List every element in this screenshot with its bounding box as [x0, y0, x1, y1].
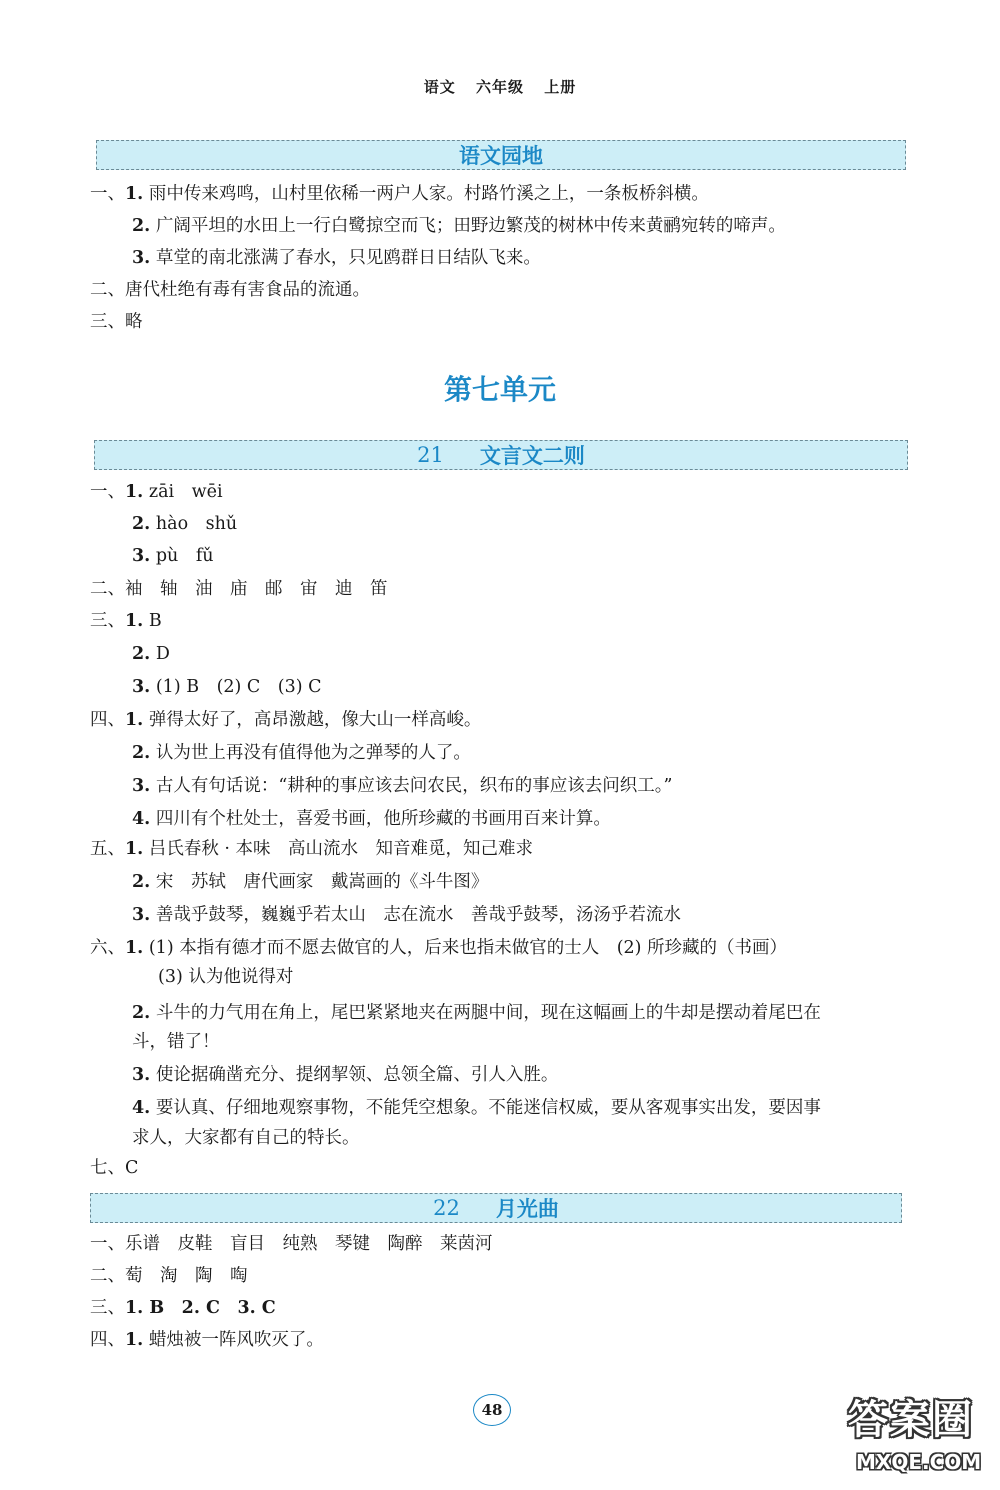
answer-line: 3. pù fǔ [132, 546, 214, 566]
section-banner-yuwen [96, 140, 906, 170]
answer-line: 四、1. 蜡烛被一阵风吹灭了。 [90, 1330, 324, 1350]
section-title: 月光曲 [495, 1196, 559, 1221]
page-header [0, 76, 1000, 97]
section-banner-21 [94, 440, 908, 470]
answer-line: 2. hào shǔ [132, 514, 238, 534]
answer-line: 三、略 [90, 312, 143, 332]
answer-line: 七、C [90, 1158, 139, 1178]
page-number: 48 [473, 1394, 511, 1426]
answer-line: 2. 宋 苏轼 唐代画家 戴嵩画的《斗牛图》 [132, 872, 489, 892]
answer-line: 2. D [132, 644, 170, 664]
answer-line: 斗，错了！ [132, 1032, 220, 1052]
unit-title: 第七单元 [443, 373, 556, 406]
watermark-text: 答案圈 [848, 1397, 974, 1443]
header-subject: 语文 [423, 78, 456, 96]
answer-line: 3. 使论据确凿充分、提纲挈领、总领全篇、引人入胜。 [132, 1065, 559, 1085]
section-banner-22 [90, 1193, 902, 1223]
answer-line: 三、1. B [90, 611, 162, 631]
section-number: 22 [433, 1196, 460, 1220]
section-number: 21 [417, 443, 444, 467]
header-grade: 六年级 [475, 78, 524, 96]
answer-line: 四、1. 弹得太好了，高昂激越，像大山一样高峻。 [90, 710, 482, 730]
answer-line: 一、1. zāi wēi [90, 482, 223, 502]
answer-line: 3. 善哉乎鼓琴，巍巍乎若太山 志在流水 善哉乎鼓琴，汤汤乎若流水 [132, 905, 681, 925]
answer-line: 二、唐代杜绝有毒有害食品的流通。 [90, 280, 370, 300]
answer-line: 二、萄 淘 陶 啕 [90, 1266, 248, 1286]
answer-line: 2. 斗牛的力气用在角上，尾巴紧紧地夹在两腿中间，现在这幅画上的牛却是摆动着尾巴在 [132, 1003, 821, 1023]
watermark-logo [838, 1384, 998, 1484]
answer-line: 3. (1) B (2) C (3) C [132, 677, 322, 697]
answer-line: 三、1. B 2. C 3. C [90, 1298, 276, 1318]
header-volume: 上册 [544, 78, 577, 96]
answer-line: 二、袖 轴 油 庙 邮 宙 迪 笛 [90, 579, 388, 599]
answer-line: 3. 古人有句话说：“耕种的事应该去问农民，织布的事应该去问织工。” [132, 776, 673, 796]
answer-line: 4. 要认真、仔细地观察事物，不能凭空想象。不能迷信权威，要从客观事实出发，要因事 [132, 1098, 821, 1118]
answer-line: 六、1. (1) 本指有德才而不愿去做官的人，后来也指未做官的士人 (2) 所珍藏的（书画） [90, 938, 788, 958]
answer-line: 2. 广阔平坦的水田上一行白鹭掠空而飞；田野边繁茂的树林中传来黄鹂宛转的啼声。 [132, 216, 786, 236]
answer-line: 2. 认为世上再没有值得他为之弹琴的人了。 [132, 743, 471, 763]
answer-line: 3. 草堂的南北涨满了春水，只见鸥群日日结队飞来。 [132, 248, 541, 268]
answer-line: 一、1. 雨中传来鸡鸣，山村里依稀一两户人家。村路竹溪之上，一条板桥斜横。 [90, 184, 709, 204]
answer-line: 4. 四川有个杜处士，喜爱书画，他所珍藏的书画用百来计算。 [132, 809, 611, 829]
answer-line: 一、乐谱 皮鞋 盲目 纯熟 琴键 陶醉 莱茵河 [90, 1234, 493, 1254]
answer-line: 五、1. 吕氏春秋 · 本味 高山流水 知音难觅，知己难求 [90, 839, 534, 859]
answer-line: 求人，大家都有自己的特长。 [132, 1128, 360, 1148]
section-title: 文言文二则 [479, 443, 585, 468]
watermark-site: MXQE.COM [856, 1450, 982, 1474]
section-title: 语文园地 [459, 143, 543, 168]
answer-line: (3) 认为他说得对 [158, 967, 294, 987]
